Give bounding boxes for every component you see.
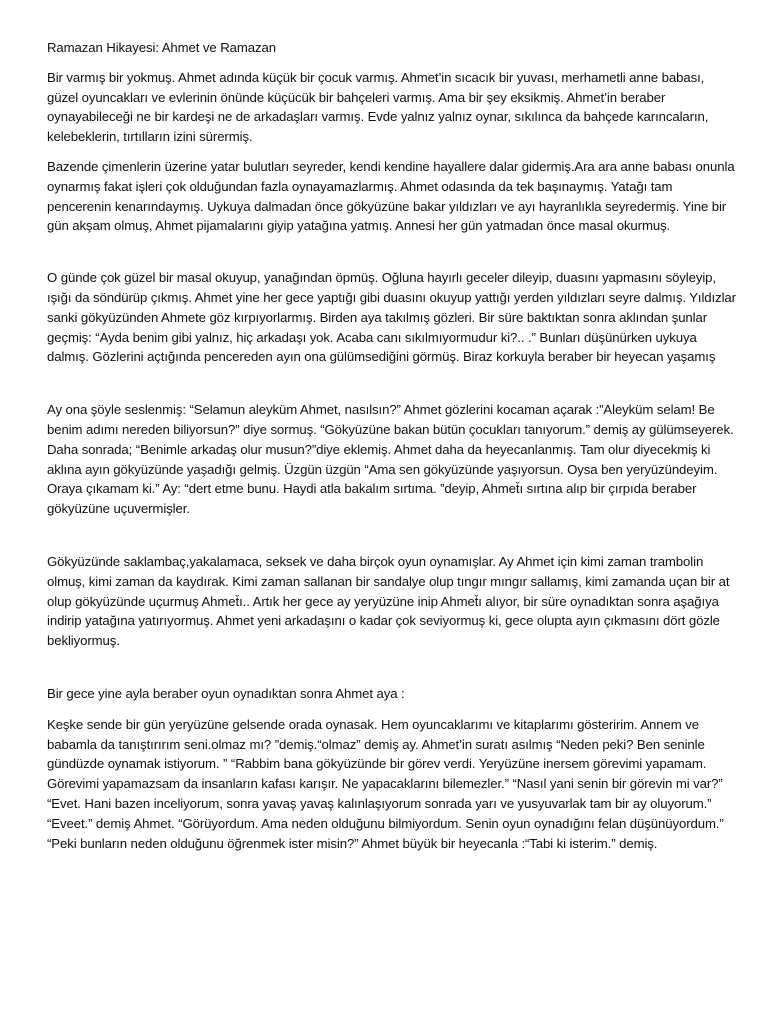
paragraph-2: Bazende çimenlerin üzerine yatar bulutları seyreder, kendi kendine hayallere dalar gidermiş.Ara ara anne babası onunla oynarmış fakat işleri çok olduğundan fazla oynayamazlarmış. Ahmet odasında da tek başınaymış. Yatağı tam pencerenin kenarındaymış. Uykuya dalmadan önce gökyüzüne bakar yıldızları ve ayı hayranlıkla seyredermiş. Yine bir gün akşam olmuş, Ahmet pijamalarını giyip yatağına yatmış. Annesi her gün yatmadan önce masal okurmuş. (47, 158, 735, 234)
document-title: Ramazan Hikayesi: Ahmet ve Ramazan (47, 40, 276, 55)
document-page (47, 38, 737, 853)
paragraph-7: Keşke sende bir gün yeryüzüne gelsende orada oynasak. Hem oyuncaklarımı ve kitaplarımı gösteririm. Annem ve babamla da tanıştırırım seni.olmaz mı? ”demiş.“olmaz” demiş ay. Ahmet’in suratı asılmış “Neden peki? Ben seninle gündüzde oynamak istiyorum. ” “Rabbim bana gökyüzünde bir görev verdi. Yeryüzüne inersem görevimi yapamam. Görevimi yapamazsam da insanların kafası karışır. Ne yapacaklarını bilemezler.” “Nasıl yani senin bir görevin mi var?” “Evet. Hani bazen inceliyorum, sonra yavaş yavaş kalınlaşıyorum sonrada yarı ve yusyuvarlak tam bir ay oluyorum.” “Eveet.” demiş Ahmet. “Görüyordum. Ama neden olduğunu bilmiyordum. Senin oyun oynadığını felan düşünüyordum.” “Peki bunların neden olduğunu öğrenmek ister misin?” Ahmet büyük bir heyecanla :“Tabi ki isterim.” demiş. (47, 716, 724, 851)
paragraph-4: Ay ona şöyle seslenmiş: “Selamun aleyküm Ahmet, nasılsın?” Ahmet gözlerini kocaman açarak :”Aleyküm selam! Be benim adımı nereden biliyorsun?” diye sormuş. “Gökyüzüne bakan bütün çocukları tanıyorum.” demiş ay gülümseyerek. Daha sonrada; “Benimle arkadaş olur musun?”diye eklemiş. Ahmet daha da heyecanlanmış. Tam olur diyecekmiş ki aklına ayın gökyüzünde yaşadığı gelmiş. Üzgün üzgün “Ama sen gökyüzünde yaşıyorsun. Oysa ben yeryüzündeyim. Oraya çıkamam ki.” Ay: “dert etme bunu. Haydi atla bakalım sırtıma. ”deyip, Ahmet̆ı sırtına alıp bir çırpıda beraber gökyüzüne uçuvermişler. (47, 402, 734, 517)
paragraph-5: Gökyüzünde saklambaç,yakalamaca, seksek ve daha birçok oyun oynamışlar. Ay Ahmet için kimi zaman trambolin olmuş, kimi zaman da kaydırak. Kimi zaman sallanan bir sandalye olup tıngır mıngır sallamış, kimi zamanda uçan bir at olup gökyüzünde uçurmuş Ahmet̆ı.. Artık her gece ay yeryüzüne inip Ahmet̆ı alıyor, bir süre oynadıktan sonra aşağıya indirip yatağına yatırıyormuş. Ahmet yeni arkadaşını o kadar çok seviyormuş ki, gece olupta ayın çıkmasını dört gözle bekliyormuş. (47, 553, 730, 649)
paragraph-1: Bir varmış bir yokmuş. Ahmet adında küçük bir çocuk varmış. Ahmet’in sıcacık bir yuvası, merhametli anne babası, güzel oyuncakları ve evlerinin önünde küçücük bir bahçeleri varmış. Ama bir şey eksikmiş. Ahmet’in beraber oynayabileceği ne bir kardeşi ne de arkadaşları varmış. Evde yalnız yalnız oynar, sıkılınca da bahçede karıncaların, kelebeklerin, tırtılların izini sürermiş. (47, 69, 709, 145)
paragraph-6: Bir gece yine ayla beraber oyun oynadıktan sonra Ahmet aya : (47, 685, 405, 701)
paragraph-3: O günde çok güzel bir masal okuyup, yanağından öpmüş. Oğluna hayırlı geceler dileyip, duasını yapmasını söyleyip, ışığı da söndürüp çıkmış. Ahmet yine her gece yaptığı gibi duasını okuyup yattığı yerden yıldızları seyre dalmış. Yıldızlar sanki gökyüzünden Ahmete göz kırpıyorlarmış. Birden aya takılmış gözleri. Bir süre baktıktan sonra aklından şunlar geçmiş: “Ayda benim gibi yalnız, hiç arkadaşı yok. Acaba canı sıkılmıyormudur ki?.. .” Bunları düşünürken uykuya dalmış. Gözlerini açtığında pencereden ayın ona gülümsediğini görmüş. Biraz korkuyla beraber bir heyecan yaşamış (47, 270, 736, 365)
